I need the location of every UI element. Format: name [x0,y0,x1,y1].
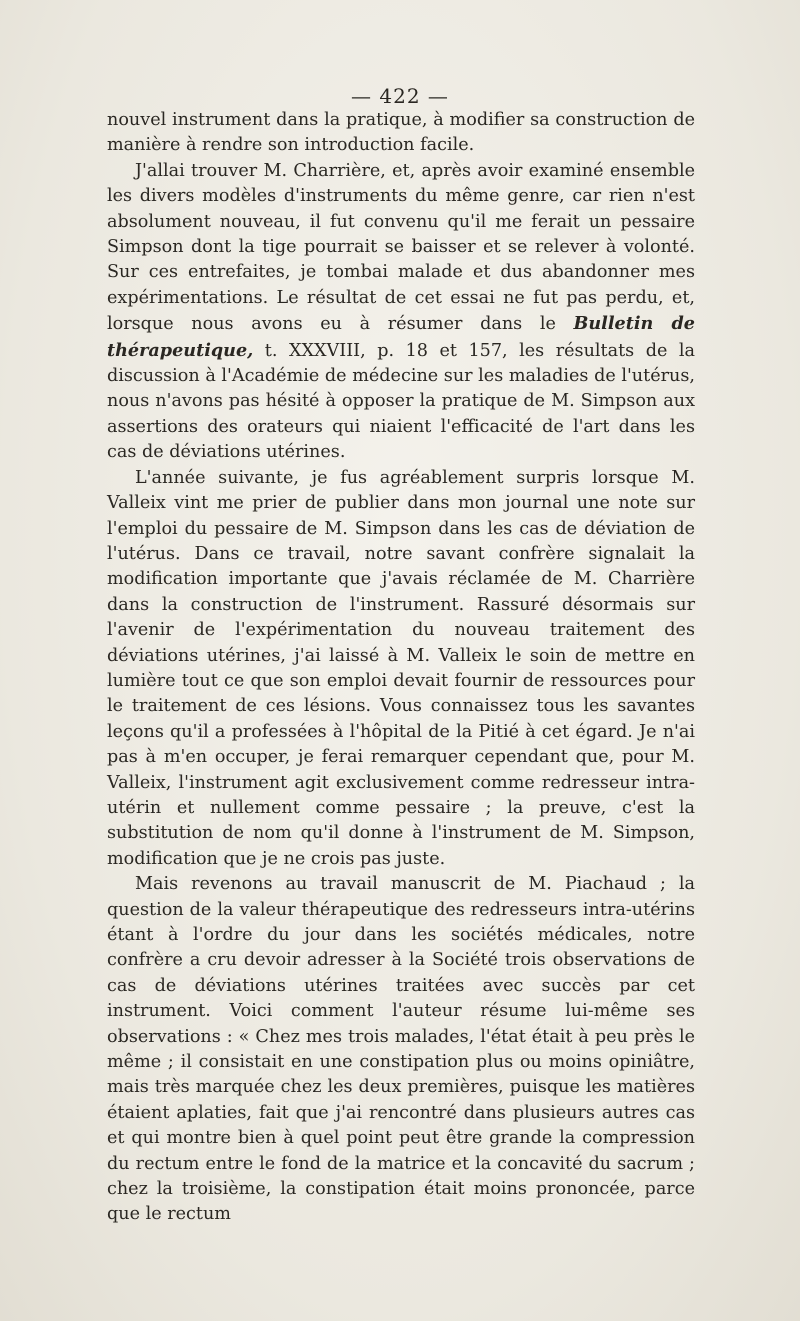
journal-title: Bulletin de thérapeutique, [107,313,695,361]
paragraph-1: nouvel instrument dans la pratique, à modifier sa construction de manière à rendre son introduction facile. [107,110,695,156]
paragraph-3: L'année suivante, je fus agréablement surpris lorsque M. Valleix vint me prier de publier dans mon journal une note sur l'emploi du pessaire de M. Simpson dans les cas de déviation de l'utérus. Dans ce travail, notre savant confrère signalait la modification importante que j'avais réclamée de M. Charrière dans la construction de l'instrument. Rassuré désormais sur l'avenir de l'expérimentation du nouveau traitement des déviations utérines, j'ai laissé à M. Valleix le soin de mettre en lumière tout ce que son emploi devait fournir de ressources pour le traitement de ces lésions. Vous connaissez tous les savantes leçons qu'il a professées à l'hôpital de la Pitié à cet égard. Je n'ai pas à m'en occuper, je ferai remarquer cependant que, pour M. Valleix, l'instrument agit exclusivement comme redresseur intra-utérin et nullement comme pessaire ; la preuve, c'est la substitution de nom qu'il donne à l'instrument de M. Simpson, modification que je ne crois pas juste. [107,467,695,869]
paragraph-2-text-end: t. XXXVIII, p. 18 et 157, les résultats de la discussion à l'Académie de médecine sur les maladies de l'utérus, nous n'avons pas hésité à opposer la pratique de M. Simpson aux assertions des orateurs qui niaient l'efficacité de l'art dans les cas de déviations utérines. [107,340,695,463]
paragraph-4: Mais revenons au travail manuscrit de M. Piachaud ; la question de la valeur thérapeutique des redresseurs intra-utérins étant à l'ordre du jour dans les sociétés médicales, notre confrère a cru devoir adresser à la Société trois observations de cas de déviations utérines traitées avec succès par cet instrument. Voici comment l'auteur résume lui-même ses observations : « Chez mes trois malades, l'état était à peu près le même ; il consistait en une constipation plus ou moins opiniâtre, mais très marquée chez les deux premières, puisque les matières étaient aplaties, fait que j'ai rencontré dans plusieurs autres cas et qui montre bien à quel point peut être grande la compression du rectum entre le fond de la matrice et la concavité du sacrum ; chez la troisième, la constipation était moins prononcée, parce que le rectum [107,874,695,1225]
page-number: — 422 — [351,84,449,108]
paragraph-2-text-start: J'allai trouver M. Charrière, et, après avoir examiné ensemble les divers modèles d'instruments du même genre, car rien n'est absolument nouveau, il fut convenu qu'il me ferait un pessaire Simpson dont la tige pourrait se baisser et se relever à volonté. Sur ces entrefaites, je tombai malade et dus abandonner mes expérimentations. Le résultat de cet essai ne fut pas perdu, et, lorsque nous avons eu à résumer dans le [107,160,695,335]
paragraph-2 [107,159,695,466]
page-body [107,108,695,1228]
